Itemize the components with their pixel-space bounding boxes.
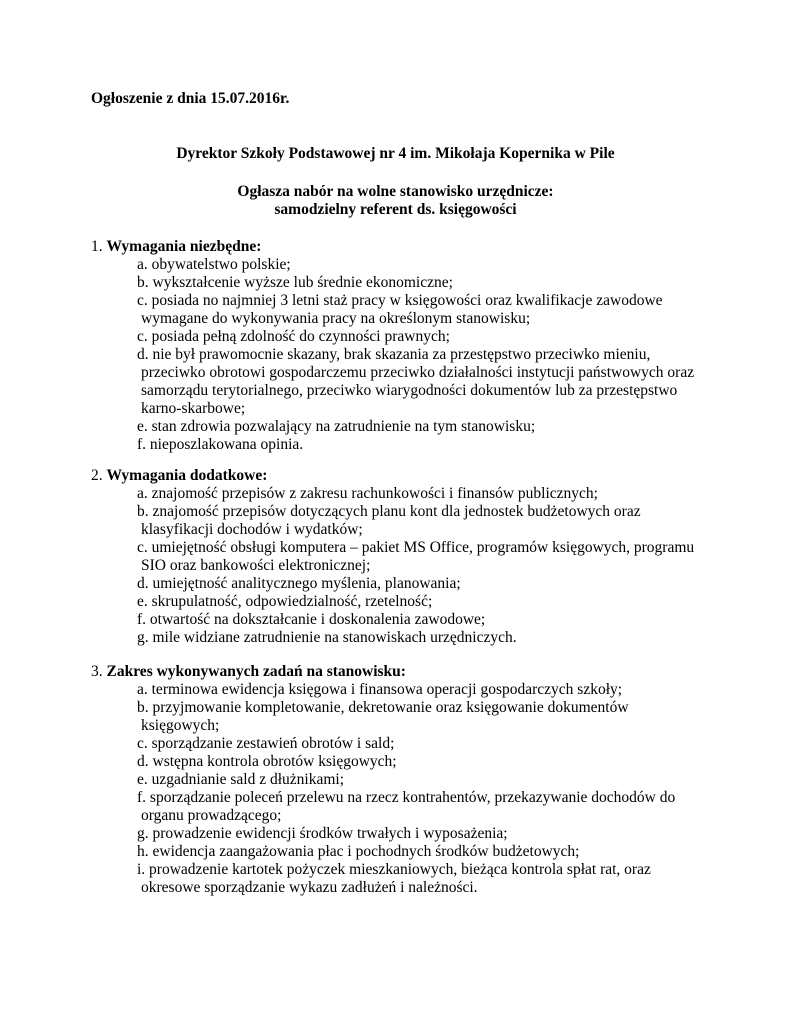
list-item-line: e. uzgadnianie sald z dłużnikami;	[137, 771, 345, 788]
list-item-line: g. prowadzenie ewidencji środków trwałych i wyposażenia;	[137, 825, 508, 842]
list-item-line: f. nieposzlakowana opinia.	[137, 436, 304, 453]
list-item-line: c. posiada no najmniej 3 letni staż pracy w księgowości oraz kwalifikacje zawodowe	[137, 292, 663, 309]
list-item	[137, 771, 731, 789]
list-item-line: e. stan zdrowia pozwalający na zatrudnienie na tym stanowisku;	[137, 418, 536, 435]
list-item	[137, 256, 731, 274]
list-item-line: SIO oraz bankowości elektronicznej;	[141, 557, 371, 574]
section-title: Wymagania niezbędne:	[106, 238, 262, 255]
director-heading: Dyrektor Szkoły Podstawowej nr 4 im. Mikołaja Kopernika w Pile	[176, 145, 615, 162]
list-item-line: okresowe sporządzanie wykazu zadłużeń i należności.	[141, 879, 478, 896]
list-item	[137, 292, 731, 328]
list-item-line: e. skrupulatność, odpowiedzialność, rzetelność;	[137, 593, 433, 610]
section-number: 2.	[91, 467, 103, 484]
list-item	[137, 418, 731, 436]
list-item	[137, 274, 731, 292]
list-item	[137, 539, 731, 575]
list-item-line: klasyfikacji dochodów i wydatków;	[141, 521, 363, 538]
section-required	[91, 238, 731, 454]
section-heading	[91, 663, 731, 681]
list-item	[137, 503, 731, 539]
list-item	[137, 575, 731, 593]
list-item-line: wymagane do wykonywania pracy na określonym stanowisku;	[141, 310, 531, 327]
list-item	[137, 346, 731, 418]
list-item	[137, 843, 731, 861]
section-heading	[91, 238, 731, 256]
list-item	[137, 735, 731, 753]
position-heading-line-2: samodzielny referent ds. księgowości	[274, 201, 517, 218]
list-item	[137, 611, 731, 629]
list-item	[137, 789, 731, 825]
list-item-line: f. otwartość na dokształcanie i doskonalenia zawodowe;	[137, 611, 486, 628]
list-item	[137, 753, 731, 771]
section-heading	[91, 467, 731, 485]
requirement-list	[91, 485, 731, 647]
list-item	[137, 485, 731, 503]
requirement-list	[91, 681, 731, 897]
list-item-line: samorządu terytorialnego, przeciwko wiarygodności dokumentów lub za przestępstwo	[141, 382, 678, 399]
list-item-line: b. wykształcenie wyższe lub średnie ekonomiczne;	[137, 274, 453, 291]
list-item-line: a. obywatelstwo polskie;	[137, 256, 291, 273]
requirement-list	[91, 256, 731, 454]
list-item-line: b. przyjmowanie kompletowanie, dekretowanie oraz księgowanie dokumentów	[137, 699, 629, 716]
list-item	[137, 328, 731, 346]
section-number: 1.	[91, 238, 103, 255]
section-tasks	[91, 663, 731, 897]
section-title: Wymagania dodatkowe:	[106, 467, 268, 484]
list-item-line: c. umiejętność obsługi komputera – pakiet MS Office, programów księgowych, programu	[137, 539, 695, 556]
list-item-line: c. sporządzanie zestawień obrotów i sald;	[137, 735, 395, 752]
list-item-line: organu prowadzącego;	[141, 807, 282, 824]
list-item-line: d. umiejętność analitycznego myślenia, planowania;	[137, 575, 461, 592]
list-item-line: d. nie był prawomocnie skazany, brak skazania za przestępstwo przeciwko mieniu,	[137, 346, 651, 363]
list-item-line: f. sporządzanie poleceń przelewu na rzecz kontrahentów, przekazywanie dochodów do	[137, 789, 676, 806]
list-item-line: a. terminowa ewidencja księgowa i finansowa operacji gospodarczych szkoły;	[137, 681, 623, 698]
list-item	[137, 825, 731, 843]
list-item	[137, 629, 731, 647]
position-heading-line-1: Ogłasza nabór na wolne stanowisko urzędnicze:	[237, 183, 554, 200]
list-item-line: przeciwko obrotowi gospodarczemu przeciwko działalności instytucji państwowych oraz	[141, 364, 695, 381]
list-item	[137, 436, 731, 454]
list-item-line: księgowych;	[141, 717, 220, 734]
section-additional	[91, 467, 731, 647]
list-item	[137, 861, 731, 897]
section-number: 3.	[91, 663, 103, 680]
list-item	[137, 681, 731, 699]
list-item-line: i. prowadzenie kartotek pożyczek mieszkaniowych, bieżąca kontrola spłat rat, oraz	[137, 861, 651, 878]
announcement-date: Ogłoszenie z dnia 15.07.2016r.	[91, 90, 290, 107]
list-item	[137, 593, 731, 611]
list-item-line: h. ewidencja zaangażowania płac i pochodnych środków budżetowych;	[137, 843, 580, 860]
list-item-line: d. wstępna kontrola obrotów księgowych;	[137, 753, 397, 770]
list-item-line: g. mile widziane zatrudnienie na stanowiskach urzędniczych.	[137, 629, 517, 646]
list-item-line: c. posiada pełną zdolność do czynności prawnych;	[137, 328, 450, 345]
list-item	[137, 699, 731, 735]
list-item-line: karno-skarbowe;	[141, 400, 246, 417]
list-item-line: b. znajomość przepisów dotyczących planu kont dla jednostek budżetowych oraz	[137, 503, 641, 520]
section-title: Zakres wykonywanych zadań na stanowisku:	[106, 663, 406, 680]
list-item-line: a. znajomość przepisów z zakresu rachunkowości i finansów publicznych;	[137, 485, 598, 502]
